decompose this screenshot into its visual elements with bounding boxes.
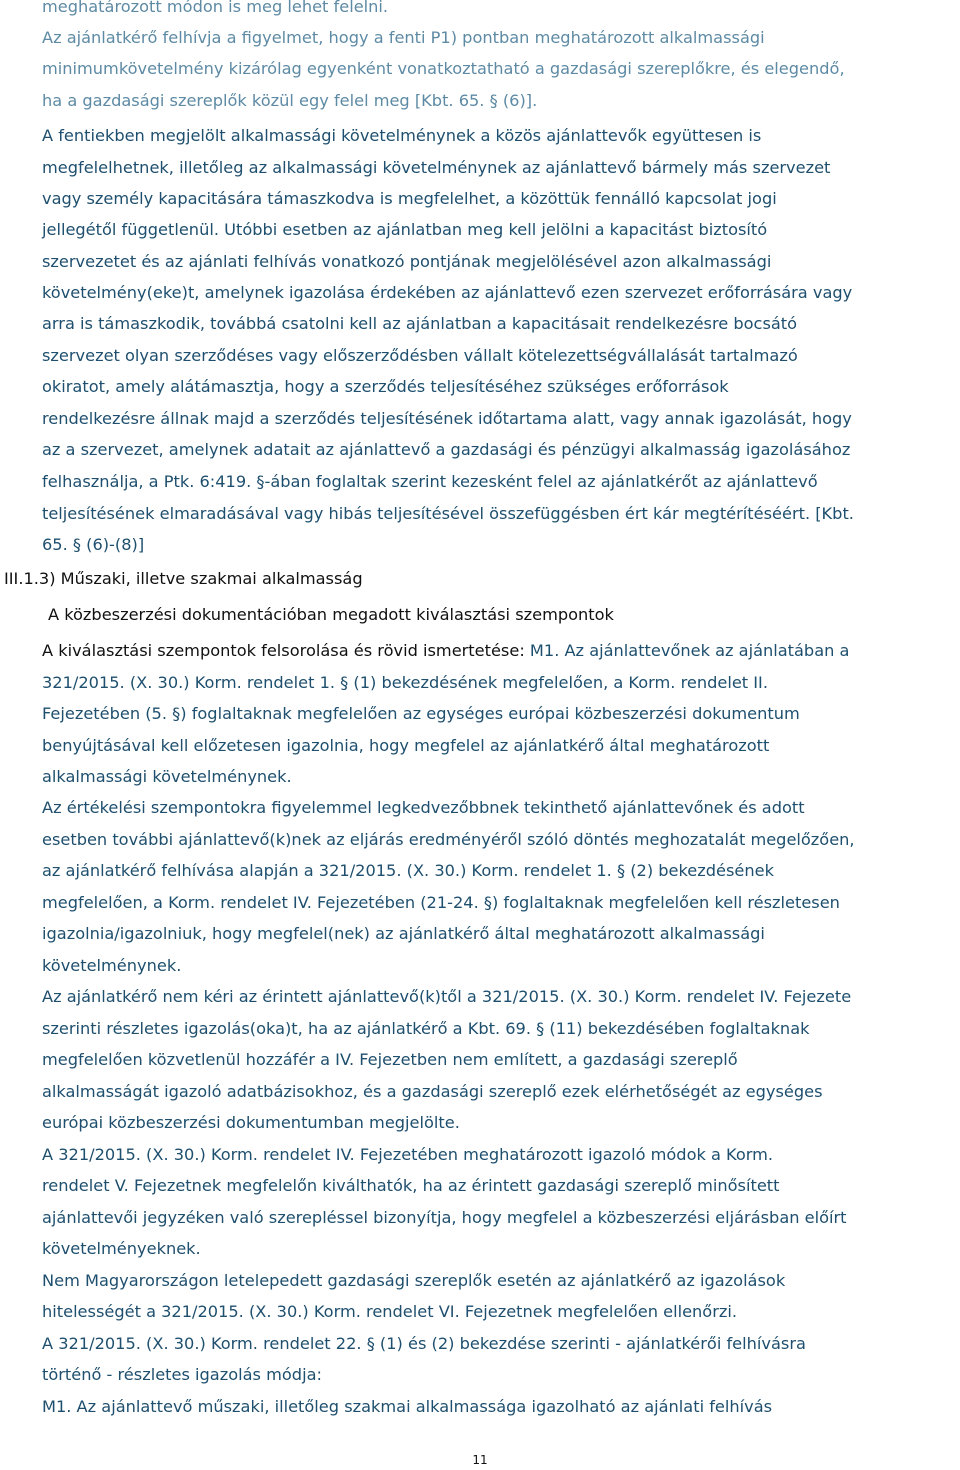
text-line: megfelelően, a Korm. rendelet IV. Fejezetében (21-24. §) foglaltaknak megfelelően kell részletesen — [42, 893, 840, 912]
text-line: okiratot, amely alátámasztja, hogy a szerződés teljesítéséhez szükséges erőforrások — [42, 377, 729, 396]
text-line: követelményeknek. — [42, 1239, 201, 1258]
text-segment: M1. Az ajánlattevőnek az ajánlatában a — [524, 641, 850, 660]
text-line: 65. § (6)-(8)] — [42, 535, 145, 554]
text-line: szervezetet és az ajánlati felhívás vonatkozó pontjának megjelölésével azon alkalmassági — [42, 252, 772, 271]
text-line: 321/2015. (X. 30.) Korm. rendelet 1. § (1) bekezdésének megfelelően, a Korm. rendelet II. — [42, 673, 768, 692]
text-line — [42, 219, 767, 241]
section-heading: III.1.3) Műszaki, illetve szakmai alkalmasság — [4, 569, 363, 588]
text-line: megfelelően közvetlenül hozzáfér a IV. Fejezetben nem említett, a gazdasági szereplő — [42, 1050, 738, 1069]
text-line: megfelelhetnek, illetőleg az alkalmassági követelménynek az ajánlattevő bármely más szervezet — [42, 158, 831, 177]
text-line: Fejezetében (5. §) foglaltaknak megfelelően az egységes európai közbeszerzési dokumentum — [42, 704, 800, 723]
text-line: arra is támaszkodik, továbbá csatolni kell az ajánlatban a kapacitásait rendelkezésre bocsátó — [42, 314, 798, 333]
text-line: A 321/2015. (X. 30.) Korm. rendelet IV. Fejezetében meghatározott igazoló módok a Korm. — [42, 1145, 774, 1164]
text-line: igazolnia/igazolniuk, hogy megfelel(nek) az ajánlatkérő által meghatározott alkalmassági — [42, 924, 765, 943]
text-line: M1. Az ajánlattevő műszaki, illetőleg szakmai alkalmassága igazolható az ajánlati felhívás — [42, 1397, 773, 1416]
text-line: Nem Magyarországon letelepedett gazdasági szereplők esetén az ajánlatkérő az igazolások — [42, 1271, 786, 1290]
text-line — [42, 640, 849, 662]
text-line: az ajánlatkérő felhívása alapján a 321/2015. (X. 30.) Korm. rendelet 1. § (2) bekezdésének — [42, 861, 774, 880]
text-line: történő - részletes igazolás módja: — [42, 1365, 322, 1384]
text-line: ha a gazdasági szereplők közül egy felel meg [Kbt. 65. § (6)]. — [42, 91, 538, 110]
text-line: meghatározott módon is meg lehet felelni. — [42, 0, 389, 16]
text-line: rendelkezésre állnak majd a szerződés teljesítésének időtartama alatt, vagy annak igazolását, hogy — [42, 409, 852, 428]
text-line: alkalmassági követelménynek. — [42, 767, 292, 786]
text-segment: jellegétől függetlenül. — [42, 220, 219, 239]
text-line: Az ajánlatkérő felhívja a figyelmet, hogy a fenti P1) pontban meghatározott alkalmassági — [42, 28, 765, 47]
text-segment: Utóbbi esetben az ajánlatban meg kell jelölni a kapacitást biztosító — [224, 220, 768, 239]
text-line: szerinti részletes igazolás(oka)t, ha az ajánlatkérő a Kbt. 69. § (11) bekezdésében foglaltaknak — [42, 1019, 810, 1038]
page-number: 11 — [472, 1453, 488, 1467]
text-line: európai közbeszerzési dokumentumban megjelölte. — [42, 1113, 460, 1132]
text-line: esetben további ajánlattevő(k)nek az eljárás eredményéről szóló döntés meghozatalát megelőzően, — [42, 830, 855, 849]
text-line: teljesítésének elmaradásával vagy hibás teljesítésével összefüggésben ért kár megtérítéséért. [Kbt. — [42, 504, 854, 523]
text-line: az a szervezet, amelynek adatait az ajánlattevő a gazdasági és pénzügyi alkalmasság igazolásához — [42, 440, 851, 459]
text-line: A fentiekben megjelölt alkalmassági követelménynek a közös ajánlattevők együttesen is — [42, 126, 762, 145]
text-line: A 321/2015. (X. 30.) Korm. rendelet 22. § (1) és (2) bekezdése szerinti - ajánlatkérői felhívásra — [42, 1334, 806, 1353]
text-line: minimumkövetelmény kizárólag egyenként vonatkoztatható a gazdasági szereplőkre, és elegendő, — [42, 59, 845, 78]
text-line: vagy személy kapacitására támaszkodva is megfelelhet, a közöttük fennálló kapcsolat jogi — [42, 189, 777, 208]
text-line: követelmény(eke)t, amelynek igazolása érdekében az ajánlattevő ezen szervezet erőforrására vagy — [42, 283, 853, 302]
text-line: követelménynek. — [42, 956, 182, 975]
text-line: benyújtásával kell előzetesen igazolnia, hogy megfelel az ajánlatkérő által meghatározott — [42, 736, 770, 755]
text-line: rendelet V. Fejezetnek megfelelőn kiválthatók, ha az érintett gazdasági szereplő minősített — [42, 1176, 780, 1195]
text-line: alkalmasságát igazoló adatbázisokhoz, és a gazdasági szereplő ezek elérhetőségét az egységes — [42, 1082, 823, 1101]
text-line: Az ajánlatkérő nem kéri az érintett ajánlattevő(k)től a 321/2015. (X. 30.) Korm. rendelet IV. Fejezete — [42, 987, 852, 1006]
text-line: felhasználja, a Ptk. 6:419. §-ában foglaltak szerint kezesként felel az ajánlatkérőt az ajánlattevő — [42, 472, 818, 491]
criteria-label: A kiválasztási szempontok felsorolása és rövid ismertetése: — [42, 641, 525, 660]
text-line: szervezet olyan szerződéses vagy előszerződésben vállalt kötelezettségvállalását tartalmazó — [42, 346, 798, 365]
subsection-heading: A közbeszerzési dokumentációban megadott kiválasztási szempontok — [48, 605, 614, 624]
text-line: Az értékelési szempontokra figyelemmel legkedvezőbbnek tekinthető ajánlattevőnek és adott — [42, 798, 805, 817]
text-line: ajánlattevői jegyzéken való szerepléssel bizonyítja, hogy megfelel a közbeszerzési eljárásban előírt — [42, 1208, 847, 1227]
text-line: hitelességét a 321/2015. (X. 30.) Korm. rendelet VI. Fejezetnek megfelelően ellenőrzi. — [42, 1302, 737, 1321]
